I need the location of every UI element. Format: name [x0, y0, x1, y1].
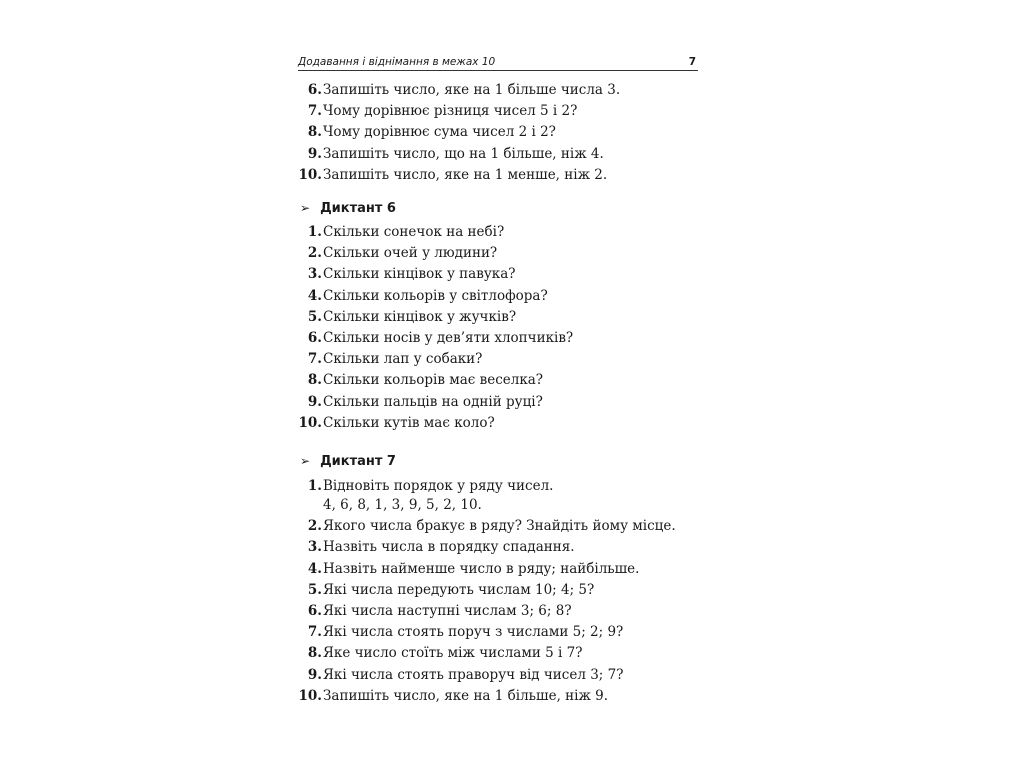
question-item: 8. Скільки кольорів має веселка?: [307, 372, 544, 389]
question-item: 2. Якого числа бракує в ряду? Знайдіть йому місце.: [307, 518, 676, 535]
question-item: 1. Відновіть порядок у ряду чисел. 4, 6, 8, 1, 3, 9, 5, 2, 10.: [307, 478, 554, 514]
section-title: Диктант 7: [320, 454, 396, 469]
running-header: [298, 56, 698, 69]
number-sequence: 4, 6, 8, 1, 3, 9, 5, 2, 10.: [323, 497, 482, 514]
question-item: 10. Запишіть число, яке на 1 більше, ніж 9.: [298, 687, 609, 704]
question-item: 7. Скільки лап у собаки?: [307, 351, 483, 368]
question-item: 8. Яке число стоїть між числами 5 і 7?: [307, 645, 583, 662]
question-item: 4. Скільки кольорів у світлофора?: [307, 287, 548, 304]
section-heading-dictation-6: [300, 200, 396, 217]
dictation-6-list: [296, 222, 573, 434]
question-item: 9. Скільки пальців на одній руці?: [307, 393, 543, 410]
question-item: 4. Назвіть найменше число в ряду; найбільше.: [307, 560, 640, 577]
section-heading-dictation-7: [300, 453, 396, 470]
header-rule: [298, 70, 698, 71]
dictation-7-list: [296, 476, 676, 707]
question-item: 10. Скільки кутів має коло?: [298, 414, 495, 431]
section-title: Диктант 6: [320, 201, 396, 216]
question-item: 2. Скільки очей у людини?: [307, 245, 498, 262]
chapter-title: Додавання і віднімання в межах 10: [298, 56, 496, 68]
question-item: 9. Запишіть число, що на 1 більше, ніж 4.: [307, 145, 604, 162]
arrow-bullet-icon: ➢: [300, 201, 311, 215]
question-item: 6. Які числа наступні числам 3; 6; 8?: [307, 603, 572, 620]
page-number: 7: [688, 56, 696, 68]
question-item: 5. Скільки кінцівок у жучків?: [307, 308, 517, 325]
question-item: 3. Скільки кінцівок у павука?: [307, 266, 516, 283]
arrow-bullet-icon: ➢: [300, 454, 311, 468]
question-item: 8. Чому дорівнює сума чисел 2 і 2?: [307, 124, 556, 141]
question-item: 3. Назвіть числа в порядку спадання.: [307, 539, 575, 556]
question-item: 1. Скільки сонечок на небі?: [307, 224, 505, 240]
question-item: 6. Скільки носів у дев’яти хлопчиків?: [307, 330, 574, 347]
question-item: 7. Чому дорівнює різниця чисел 5 і 2?: [307, 103, 578, 120]
question-item: 9. Які числа стоять праворуч від чисел 3; 7?: [307, 666, 624, 683]
question-item: 10. Запишіть число, яке на 1 менше, ніж 2.: [298, 166, 608, 183]
question-item: 5. Які числа передують числам 10; 4; 5?: [307, 581, 595, 598]
question-item: 6. Запишіть число, яке на 1 більше числа 3.: [307, 82, 621, 98]
question-item: 7. Які числа стоять поруч з числами 5; 2; 9?: [307, 624, 624, 641]
continued-question-list: [296, 80, 620, 186]
